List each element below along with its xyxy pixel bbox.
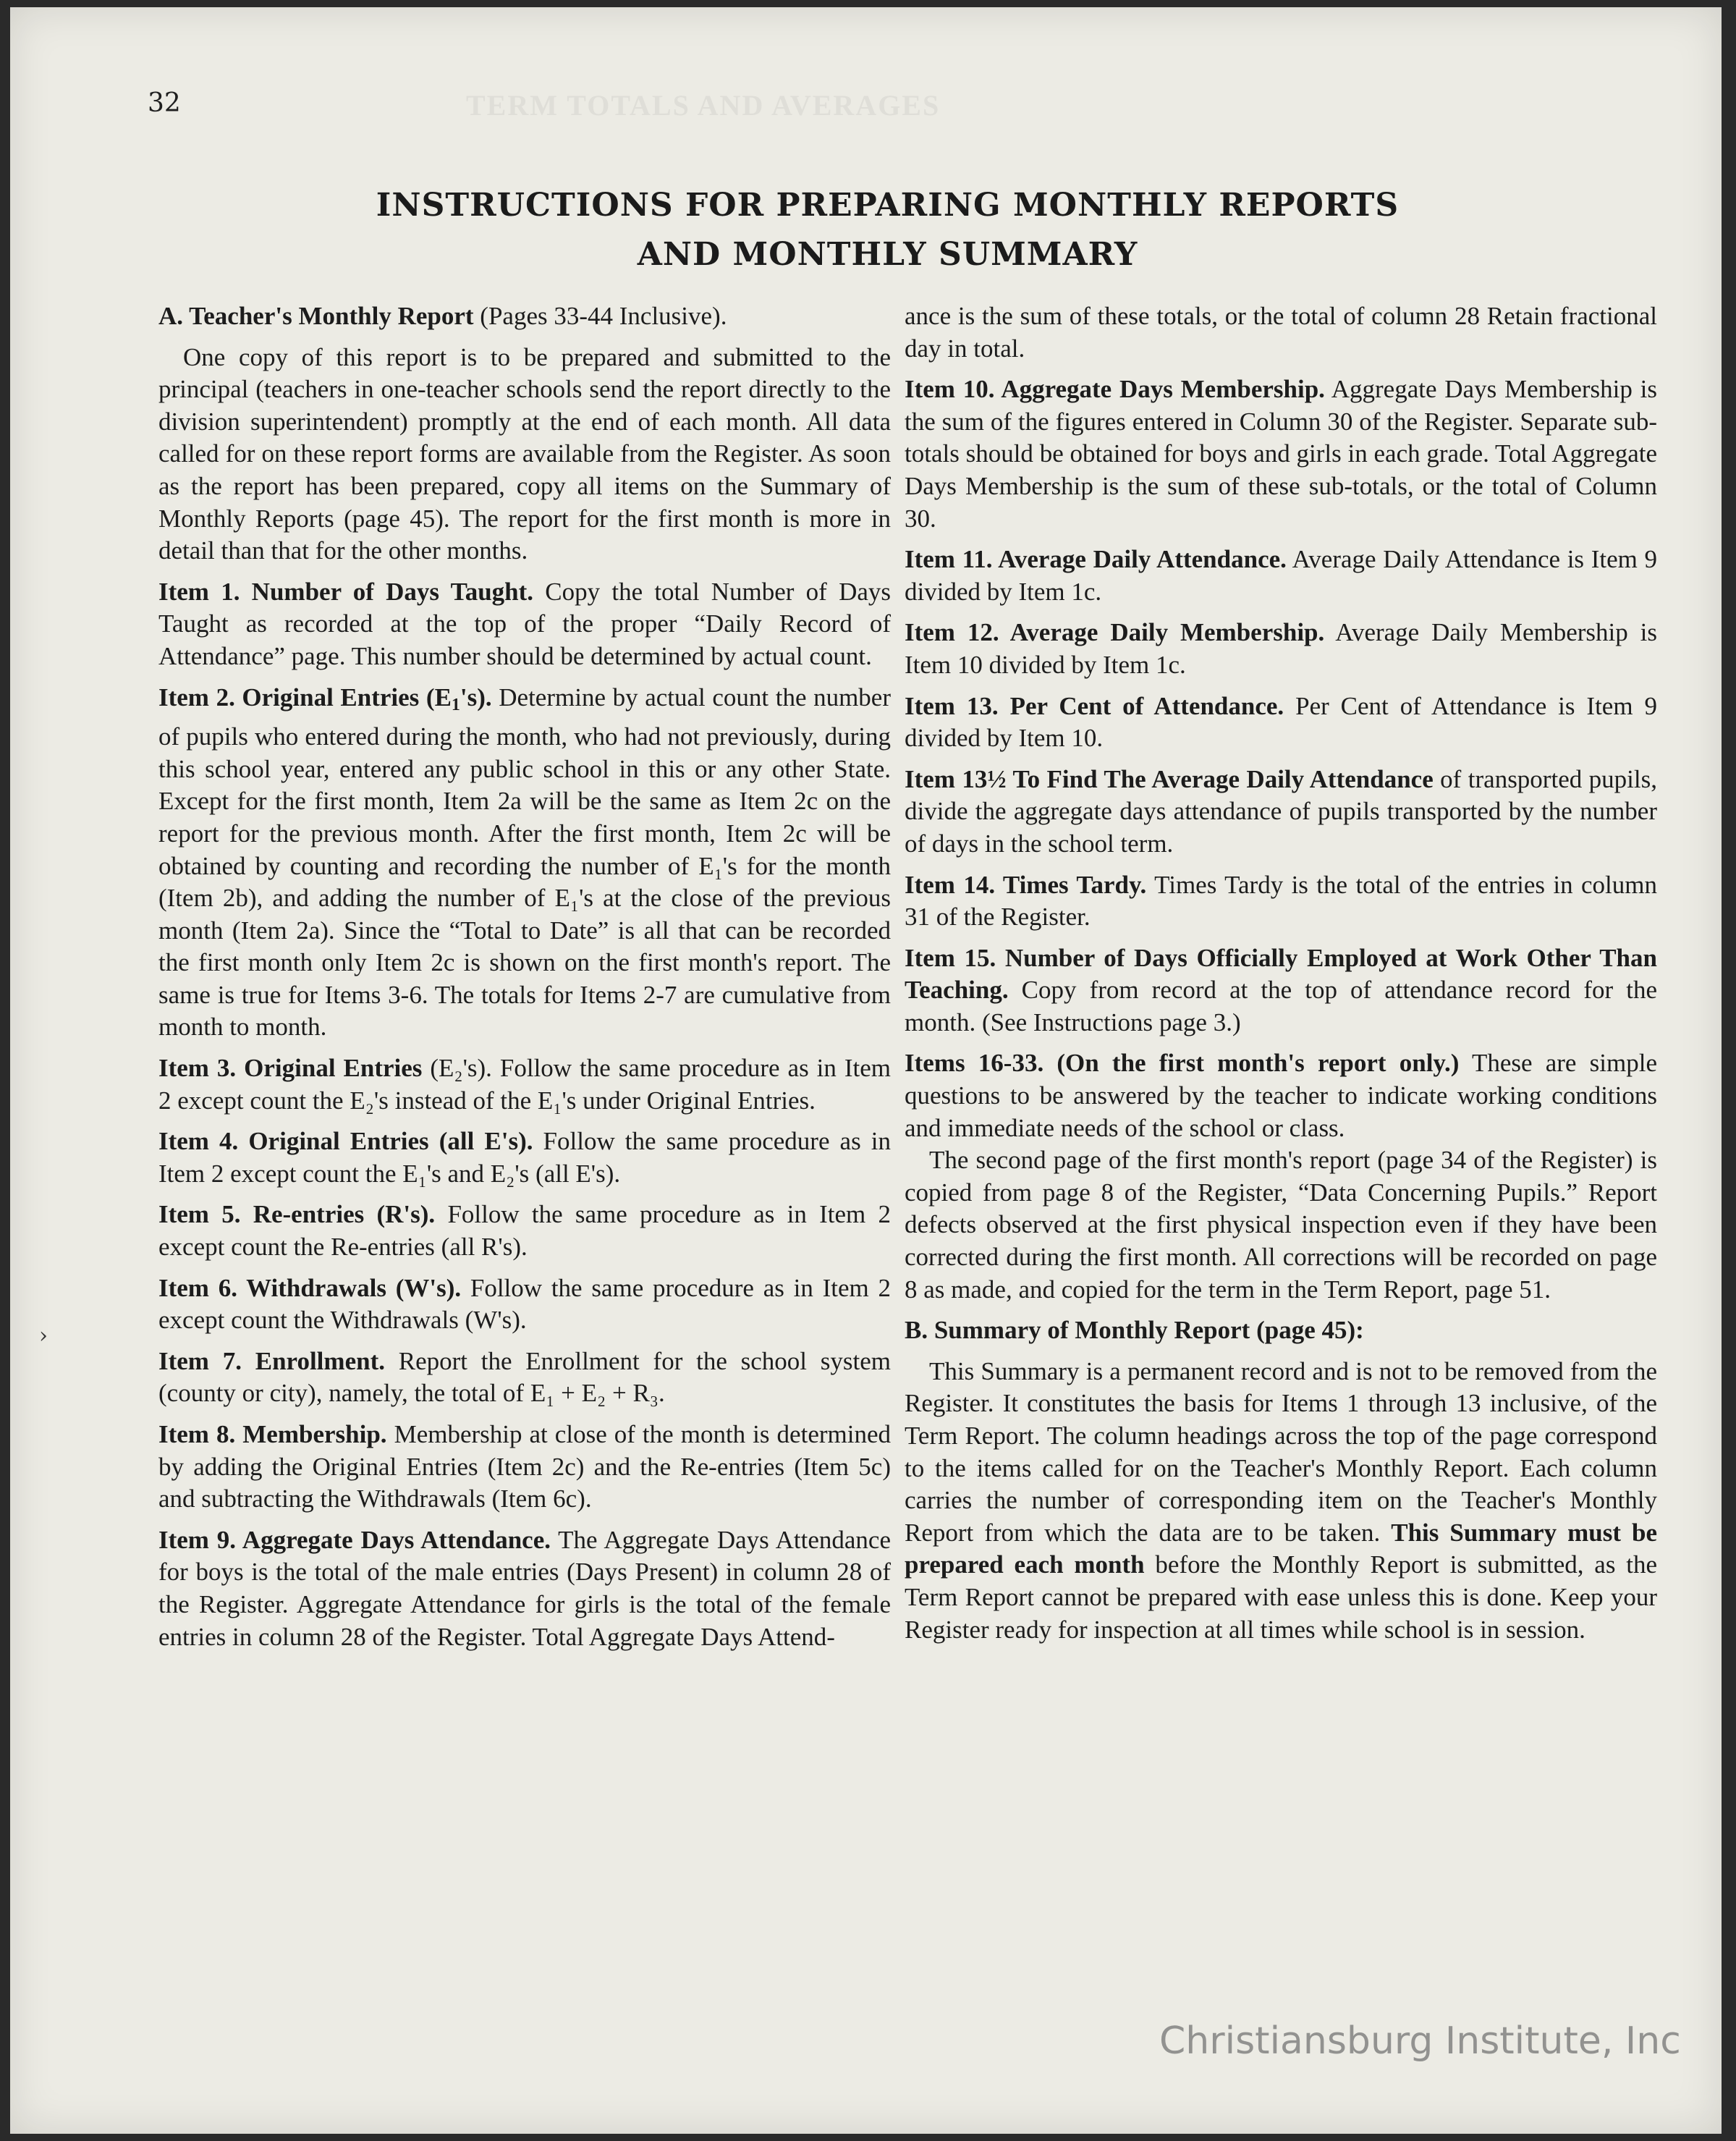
item-2: Item 2. Original Entries $(E_1's)$. Determine by actual count the number of pupils who entered during the month, who had not previously, during this school year, entered any public school in this or any other State. Except for the first month, Item 2a will be the same as Item 2c on the report for the previous month. After the first month, Item 2c will be obtained by counting and recording the number of E₁'s for the month (Item 2b), and adding the number of E₁'s at the close of the previous month (Item 2a). Since the “Total to Date” is all that can be recorded the first month only Item 2c is shown on the first month's report. The same is true for Items 3-6. The totals for Items 2-7 are cumulative from month to month. <box>158 683 891 1042</box>
item-5: Item 5. Re-entries (R's). Follow the same procedure as in Item 2 except count the Re-entries (all R's). <box>158 1200 891 1262</box>
watermark: Christiansburg Institute, Inc <box>1159 2019 1681 2063</box>
bleed-through-text: TERM TOTALS AND AVERAGES <box>466 89 941 122</box>
right-column <box>905 300 1657 1646</box>
page-number: 32 <box>148 88 181 118</box>
items-16-33: Items 16-33. (On the first month's report only.) These are simple questions to be answered by the teacher to indicate working conditions and immediate needs of the school or class. <box>905 1049 1657 1142</box>
left-column <box>158 300 891 1653</box>
second-page-paragraph: The second page of the first month's report (page 34 of the Register) is copied from page 8 of the Register, “Data Concerning Pupils.” Report defects observed at the first physical inspection even if they have been corrected during the first month. All corrections will be recorded on page 8 as made, and copied for the term in the Term Report, page 51. <box>905 1146 1657 1304</box>
section-b-body: This Summary is a permanent record and is not to be removed from the Register. It constitutes the basis for Items 1 through 13 inclusive, of the Term Report. The column headings across the top of the page correspond to the items called for on the Teacher's Monthly Report. Each column carries the number of corresponding item on the Teacher's Monthly Report from which the data are to be taken. This Summary must be prepared each month before the Monthly Report is submitted, as the Term Report cannot be prepared with ease unless this is done. Keep your Register ready for inspection at all times while school is in session. <box>905 1356 1658 1644</box>
item-3: Item 3. Original Entries (E₂'s). Follow the same procedure as in Item 2 except count the E₂'s instead of the E₁'s under Original Entries. <box>158 1054 891 1115</box>
section-b-heading: B. Summary of Monthly Report (page 45): <box>905 1316 1364 1345</box>
item-9-continued: ance is the sum of these totals, or the total of column 28 Retain fractional day in total. <box>905 302 1657 363</box>
item-7: Item 7. Enrollment. Report the Enrollment for the school system (county or city), namely, the total of E₁ + E₂ + R₃. <box>158 1346 892 1408</box>
item-8: Item 8. Membership. Membership at close of the month is determined by adding the Original Entries (Item 2c) and the Re-entries (Item 5c) and subtracting the Withdrawals (Item 6c). <box>158 1420 891 1513</box>
document-page <box>10 7 1722 2134</box>
margin-mark: › <box>39 1323 48 1348</box>
item-11: Item 11. Average Daily Attendance. Average Daily Attendance is Item 9 divided by Item 1c. <box>905 545 1657 606</box>
section-a-heading: A. Teacher's Monthly Report (Pages 33-44 Inclusive). <box>158 302 727 330</box>
item-15: Item 15. Number of Days Officially Employed at Work Other Than Teaching. Copy from record at the top of attendance record for the month. (See Instructions page 3.) <box>905 943 1657 1036</box>
section-a-body: One copy of this report is to be prepared and submitted to the principal (teachers in one-teacher schools send the report directly to the division superintendent) promptly at the end of each month. All data called for on these report forms are available from the Register. As soon as the report has been prepared, copy all items on the Summary of Monthly Reports (page 45). The report for the first month is more in detail than that for the other months. <box>158 342 891 565</box>
item-12: Item 12. Average Daily Membership. Average Daily Membership is Item 10 divided by Item 1c. <box>905 618 1658 679</box>
page-title-line-2: AND MONTHLY SUMMARY <box>637 236 1138 273</box>
page-title-line-1: INSTRUCTIONS FOR PREPARING MONTHLY REPORTS <box>376 187 1400 224</box>
item-9: Item 9. Aggregate Days Attendance. The Aggregate Days Attendance for boys is the total of the male entries (Days Present) in column 28 of the Register. Aggregate Attendance for girls is the total of the female entries in column 28 of the Register. Total Aggregate Days Attend- <box>158 1525 891 1651</box>
item-1: Item 1. Number of Days Taught. Copy the total Number of Days Taught as recorded at the top of the proper “Daily Record of Attendance” page. This number should be determined by actual count. <box>158 577 891 670</box>
item-10: Item 10. Aggregate Days Membership. Aggregate Days Membership is the sum of the figures entered in Column 30 of the Register. Separate sub-totals should be obtained for boys and girls in each grade. Total Aggregate Days Membership is the sum of these sub-totals, or the total of Column 30. <box>905 375 1657 533</box>
item-13-half: Item 13½ To Find The Average Daily Attendance of transported pupils, divide the aggregate days attendance of pupils transported by the number of days in the school term. <box>905 764 1657 858</box>
item-4: Item 4. Original Entries (all E's). Follow the same procedure as in Item 2 except count the E₁'s and E₂'s (all E's). <box>158 1127 891 1188</box>
item-13: Item 13. Per Cent of Attendance. Per Cent of Attendance is Item 9 divided by Item 10. <box>905 691 1657 753</box>
item-6: Item 6. Withdrawals (W's). Follow the same procedure as in Item 2 except count the Withdrawals (W's). <box>158 1273 891 1335</box>
item-14: Item 14. Times Tardy. Times Tardy is the total of the entries in column 31 of the Register. <box>905 870 1657 932</box>
